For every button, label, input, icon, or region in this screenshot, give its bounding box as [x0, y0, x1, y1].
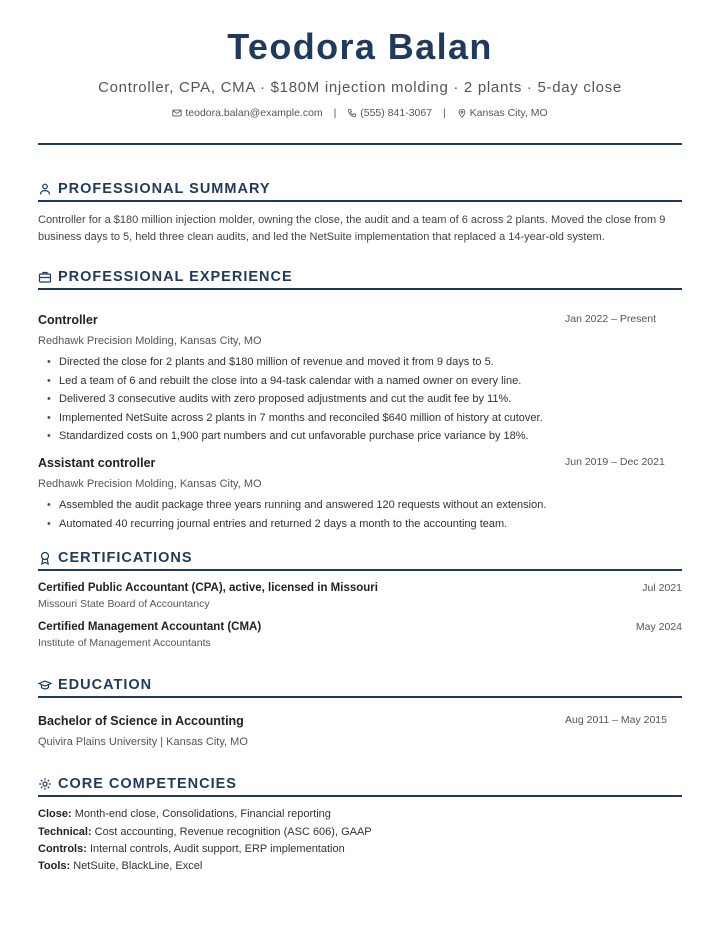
competency-row — [38, 808, 682, 820]
contact-email[interactable] — [172, 107, 322, 119]
location-text: Kansas City, MO — [469, 107, 548, 120]
section-title-education: EDUCATION — [58, 677, 153, 693]
competency-value: Month-end close, Consolidations, Financial reporting — [74, 808, 331, 820]
job-dates: Jun 2019 – Dec 2021 — [565, 456, 665, 468]
job-bullets — [38, 496, 546, 533]
person-icon — [38, 182, 52, 196]
contact-line — [38, 107, 682, 119]
job-bullet: • Assembled the audit package three years running and answered 120 requests without an extension. — [38, 496, 546, 515]
job-bullet: • Delivered 3 consecutive audits with zero proposed adjustments and cut the audit fee by 11%. — [38, 390, 543, 409]
competency-row — [38, 826, 682, 838]
briefcase-icon — [38, 270, 52, 284]
map-pin-icon — [457, 108, 467, 118]
certification-issuer: Institute of Management Accountants — [38, 637, 211, 649]
section-heading-experience — [38, 266, 682, 290]
job-bullet: • Led a team of 6 and rebuilt the close into a 94-task calendar with a named owner on every line. — [38, 372, 543, 391]
school-name: Quivira Plains University | Kansas City, MO — [38, 736, 248, 748]
job-title: Assistant controller — [38, 456, 156, 470]
certification-date: May 2024 — [635, 621, 682, 633]
section-heading-education — [38, 674, 682, 698]
job-dates: Jan 2022 – Present — [565, 313, 657, 325]
contact-separator: | — [333, 107, 337, 119]
phone-text: (555) 841-3067 — [360, 107, 433, 120]
summary-text: Controller for a $180 million injection molder, owning the close, the audit and a team of 6 across 2 plants. Moved the close from 9 business days to 5, held three clean audits, and led the NetSuite implementation that replaced a 14-year-old system. — [38, 214, 666, 243]
graduation-cap-icon — [38, 678, 52, 692]
candidate-name: Teodora Balan — [227, 26, 493, 67]
award-icon — [38, 551, 52, 565]
certification-date: Jul 2021 — [642, 582, 682, 594]
competency-label: Tools: — [38, 860, 71, 872]
contact-separator: | — [442, 107, 446, 119]
contact-location — [457, 107, 548, 119]
competency-label: Controls: — [38, 843, 87, 855]
certification-entry — [38, 582, 682, 614]
headline-tagline: Controller, CPA, CMA · $180M injection molding · 2 plants · 5-day close — [98, 79, 622, 96]
competency-value: Internal controls, Audit support, ERP implementation — [89, 843, 345, 855]
competency-value: NetSuite, BlackLine, Excel — [73, 860, 203, 872]
section-title-competencies: CORE COMPETENCIES — [58, 776, 237, 792]
job-bullet: • Implemented NetSuite across 2 plants in 7 months and reconciled $640 million of history at cutover. — [38, 409, 543, 428]
section-title-experience: PROFESSIONAL EXPERIENCE — [58, 269, 293, 285]
competency-row — [38, 860, 682, 872]
job-entry — [38, 456, 682, 536]
certification-name: Certified Management Accountant (CMA) — [38, 621, 262, 633]
section-title-certifications: CERTIFICATIONS — [58, 550, 193, 566]
certification-entry — [38, 621, 682, 653]
mail-icon — [172, 108, 182, 118]
job-bullet: • Automated 40 recurring journal entries and returned 2 days a month to the accounting team. — [38, 515, 546, 534]
competency-row — [38, 843, 682, 855]
job-bullets — [38, 353, 543, 446]
degree-name: Bachelor of Science in Accounting — [38, 714, 244, 728]
certification-name: Certified Public Accountant (CPA), active, licensed in Missouri — [38, 582, 378, 594]
job-bullet: • Standardized costs on 1,900 part numbers and cut unfavorable purchase price variance by 18%. — [38, 427, 543, 446]
header-divider — [38, 143, 682, 145]
section-title-summary: PROFESSIONAL SUMMARY — [58, 181, 271, 197]
contact-phone[interactable] — [347, 107, 432, 119]
certification-issuer: Missouri State Board of Accountancy — [38, 598, 210, 610]
section-heading-competencies — [38, 773, 682, 797]
competency-label: Technical: — [38, 826, 92, 838]
job-company: Redhawk Precision Molding, Kansas City, MO — [38, 478, 262, 490]
email-text: teodora.balan@example.com — [185, 107, 323, 120]
job-title: Controller — [38, 313, 98, 327]
competency-value: Cost accounting, Revenue recognition (ASC 606), GAAP — [94, 826, 372, 838]
education-entry — [38, 714, 682, 754]
competency-label: Close: — [38, 808, 72, 820]
job-entry — [38, 313, 682, 448]
section-heading-summary — [38, 178, 682, 202]
section-heading-certifications — [38, 547, 682, 571]
phone-icon — [347, 108, 357, 118]
job-company: Redhawk Precision Molding, Kansas City, MO — [38, 335, 262, 347]
education-dates: Aug 2011 – May 2015 — [565, 714, 667, 726]
gear-icon — [38, 777, 52, 791]
job-bullet: • Directed the close for 2 plants and $180 million of revenue and moved it from 9 days to 5. — [38, 353, 543, 372]
